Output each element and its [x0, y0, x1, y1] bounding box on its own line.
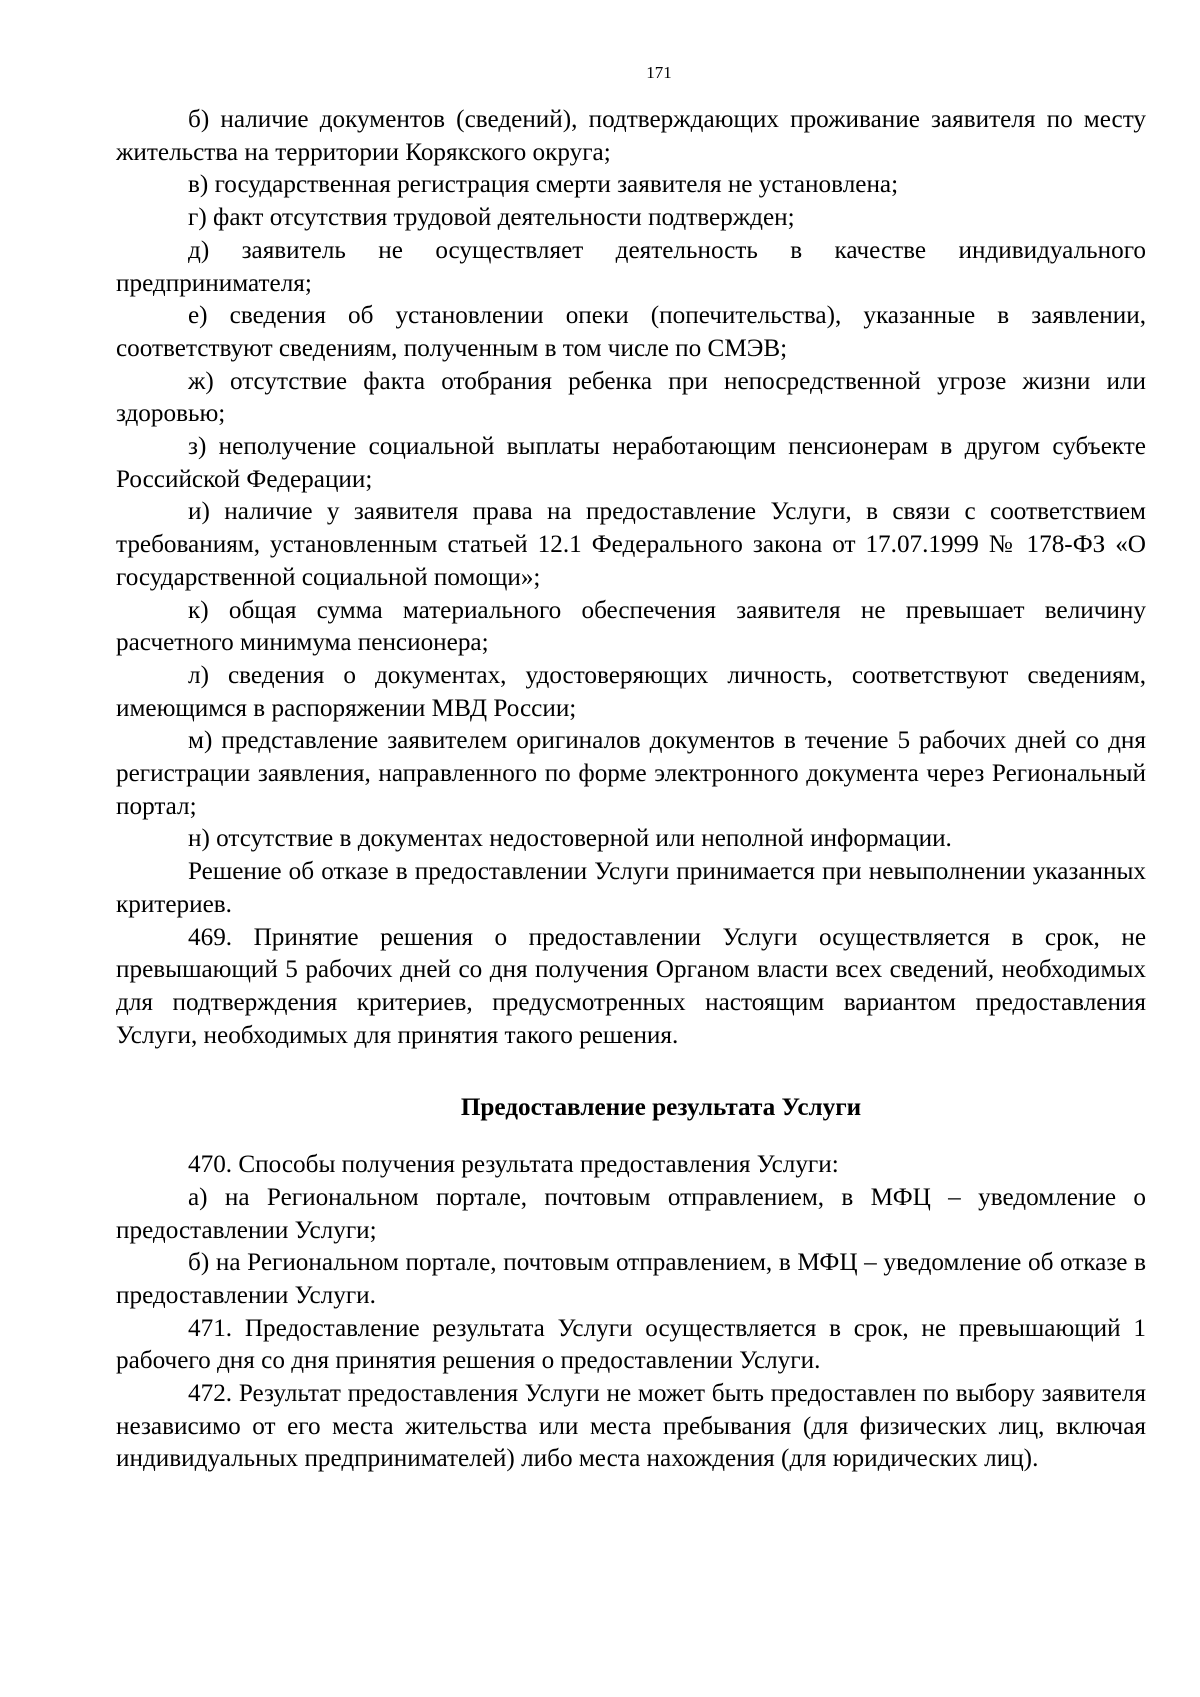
paragraph-470-a: а) на Региональном портале, почтовым отправлением, в МФЦ – уведомление о предоставлении Услуги; [116, 1183, 1146, 1244]
paragraph-470: 470. Способы получения результата предоставления Услуги: [188, 1151, 839, 1179]
paragraph-g: г) факт отсутствия трудовой деятельности подтвержден; [188, 204, 795, 232]
paragraph-470-b: б) на Региональном портале, почтовым отправлением, в МФЦ – уведомление об отказе в предоставлении Услуги. [116, 1249, 1146, 1309]
paragraph-i: и) наличие у заявителя права на предоставление Услуги, в связи с соответствием требованиям, установленным статьей 12.1 Федерального закона от 17.07.1999 № 178-ФЗ «О государственной социальной помощи»; [116, 498, 1146, 591]
paragraph-zh: ж) отсутствие факта отобрания ребенка при непосредственной угрозе жизни или здоровью; [116, 367, 1146, 428]
paragraph-472: 472. Результат предоставления Услуги не может быть предоставлен по выбору заявителя независимо от его места жительства или места пребывания (для физических лиц, включая индивидуальных предпринимателей) либо места нахождения (для юридических лиц). [116, 1380, 1146, 1473]
paragraph-l: л) сведения о документах, удостоверяющих личность, соответствуют сведениям, имеющимся в распоряжении МВД России; [116, 661, 1146, 722]
paragraph-b: б) наличие документов (сведений), подтверждающих проживание заявителя по месту жительства на территории Корякского округа; [116, 106, 1146, 166]
paragraph-e: е) сведения об установлении опеки (попечительства), указанные в заявлении, соответствуют сведениям, полученным в том числе по СМЭВ; [116, 302, 1146, 362]
paragraph-k: к) общая сумма материального обеспечения заявителя не превышает величину расчетного минимума пенсионера; [116, 596, 1146, 657]
paragraph-z: з) неполучение социальной выплаты неработающим пенсионерам в другом субъекте Российской Федерации; [116, 433, 1146, 493]
paragraph-m: м) представление заявителем оригиналов документов в течение 5 рабочих дней со дня регистрации заявления, направленного по форме электронного документа через Региональный портал; [116, 727, 1146, 820]
paragraph-refusal-decision: Решение об отказе в предоставлении Услуги принимается при невыполнении указанных критериев. [116, 858, 1146, 918]
document-page [116, 62, 1146, 1476]
paragraph-v: в) государственная регистрация смерти заявителя не установлена; [188, 171, 899, 199]
paragraph-469: 469. Принятие решения о предоставлении Услуги осуществляется в срок, не превышающий 5 рабочих дней со дня получения Органом власти всех сведений, необходимых для подтверждения критериев, предусмотренных настоящим вариантом предоставления Услуги, необходимых для принятия такого решения. [116, 923, 1146, 1049]
paragraph-471: 471. Предоставление результата Услуги осуществляется в срок, не превышающий 1 рабочего дня со дня принятия решения о предоставлении Услуги. [116, 1314, 1146, 1375]
paragraph-n: н) отсутствие в документах недостоверной или неполной информации. [188, 825, 952, 853]
section-heading: Предоставление результата Услуги [460, 1094, 862, 1122]
paragraph-d: д) заявитель не осуществляет деятельность в качестве индивидуального предпринимателя; [116, 236, 1146, 297]
page-number: 171 [646, 63, 672, 82]
